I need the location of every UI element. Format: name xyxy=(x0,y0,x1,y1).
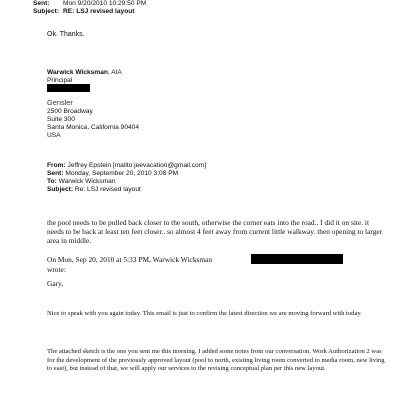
body-paragraph-1: the pool needs to be pulled back closer to the south, otherwise the corner eats into the road.. I did it on site. it needs to be back at least ten feet closer.. so almost 4 feet away from current little walkway. then opening to larger area in middle. xyxy=(47,218,383,246)
fwd-sent-label: Sent: xyxy=(47,170,64,177)
redaction-bar xyxy=(47,84,90,92)
fwd-subject-label: Subject: xyxy=(47,186,74,193)
from-label: From: xyxy=(47,162,66,169)
address-line: 2500 Broadway xyxy=(47,108,93,115)
from-row xyxy=(47,162,206,170)
subject-label: Subject: xyxy=(33,8,60,15)
address-line: USA xyxy=(47,132,61,139)
signature-name-line xyxy=(47,69,122,77)
quote-intro xyxy=(47,255,212,264)
to-label: To: xyxy=(47,178,57,185)
forwarded-header xyxy=(47,162,206,194)
sent-value: Mon 9/20/2010 10:29:50 PM xyxy=(63,0,147,7)
to-value: Warwick Wicksman xyxy=(58,178,116,185)
reply-text: Ok. Thanks. xyxy=(47,31,85,38)
signature-name: Warwick Wicksman xyxy=(47,69,108,76)
subject-row xyxy=(33,8,134,16)
signature-address xyxy=(47,108,139,140)
redaction-bar xyxy=(251,254,343,264)
signature-credential: , AIA xyxy=(107,69,122,76)
body-paragraph-3: The attached sketch is the one you sent me this morning. I added some notes from our conversation. Work Authorization 2 was for the development of the previously approved layout (pool to north, existing living room converted to media room, new living to east), but instead of that, we will apply our services to the revising conceptual plan per this new layout. xyxy=(47,348,385,373)
fwd-subject-value: Re: LSJ revised layout xyxy=(74,186,141,193)
address-line: Suite 300 xyxy=(47,116,75,123)
signature-company: Gensler xyxy=(47,98,73,107)
address-line: Santa Monica, California 90404 xyxy=(47,124,140,131)
subject-value: RE: LSJ revised layout xyxy=(63,8,135,15)
fwd-subject-row xyxy=(47,186,206,194)
sent-row xyxy=(33,0,146,8)
to-row xyxy=(47,178,206,186)
quote-intro-suffix: wrote: xyxy=(47,265,66,274)
fwd-sent-row xyxy=(47,170,206,178)
quote-intro-prefix: On Mon, Sep 20, 2010 at 5:33 PM, Warwick Wicksman xyxy=(47,255,213,264)
sent-label: Sent: xyxy=(33,0,50,7)
body-paragraph-2: Nice to speak with you again today. This email is just to confirm the latest direction we are moving forward with today. xyxy=(47,310,362,317)
signature-title: Principal xyxy=(47,77,73,84)
greeting: Gary, xyxy=(47,279,64,288)
from-value: Jeffrey Epstein [mailto:jeevacation@gmail.com] xyxy=(67,162,207,169)
fwd-sent-value: Monday, September 20, 2010 3:08 PM xyxy=(65,170,179,177)
